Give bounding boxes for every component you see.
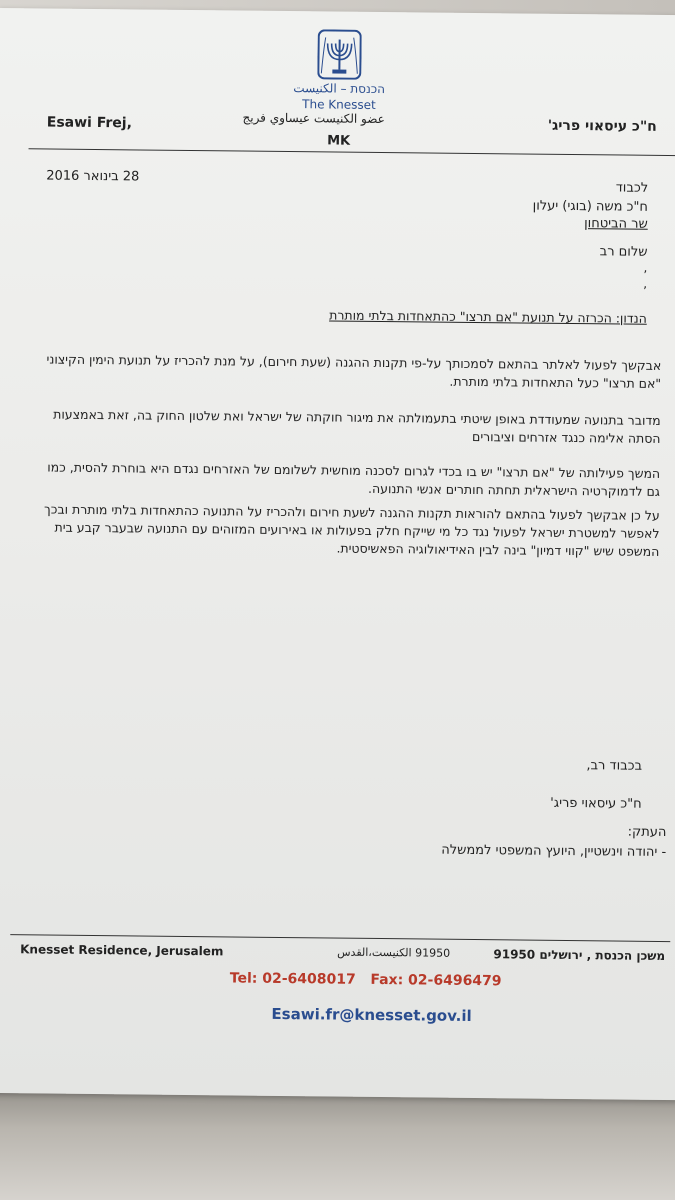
letter-date: 28 בינואר 2016 (46, 168, 140, 185)
footer-address-hebrew: משכן הכנסת , ירושלים 91950 (493, 947, 666, 964)
cc-label: העתק: (627, 824, 667, 841)
recipient-name: ח"כ משה (בוגי) יעלון (532, 198, 649, 215)
greeting: שלום רב (599, 244, 648, 260)
letter-subject: הנדון: הכרזה על תנועת "אם תרצו" כהתאחדות בלתי מותרת (329, 307, 647, 326)
footer-tel-fax: Tel: 02-6408017 Fax: 02-6496479 (229, 970, 502, 990)
recipient-title: שר הביטחון (584, 216, 648, 232)
mk-name-english: Esawi Frej, (46, 114, 133, 132)
footer-address-english: Knesset Residence, Jerusalem (20, 942, 224, 959)
signature-name: ח"כ עיסאוי פריג' (550, 795, 642, 812)
body-paragraph-2: מדובר בתנועה שמעודדת באופן שיטתי בתעמולתה את מיגור חוקתה של ישראל ואת שלטון החוק בה, זאת באמצעות הסתה אלימה כנגד אזרחים וציבורים (53, 406, 661, 446)
cc-recipient: - יהודה וינשטיין, היועץ המשפטי לממשלה (441, 842, 667, 861)
stray-commas: , , (643, 260, 648, 291)
mk-title: MK (327, 133, 351, 149)
knesset-name-hebrew-arabic: הכנסת – الكنيست (293, 81, 386, 97)
knesset-emblem-icon (317, 29, 362, 79)
closing-regards: בכבוד רב, (586, 758, 643, 774)
body-paragraph-4: על כן אבקשך לפעול בהתאם להוראות תקנות ההגנה לשעת חירום ולהכריז על התנועה כהתאחדות בלתי מותרת ובכך לאפשר למשטרת ישראל לפעול נגד כל מי שייקח חלק בפעולות או באירועים המזוהים עם התנועה שבעבר קבע בית המשפט שיש "קווי דמיון" בינה לבין האידיאולוגיה הפאשיסטית. (44, 501, 660, 559)
header-divider (29, 148, 675, 156)
mk-name-hebrew: ח"כ עיסאוי פריג' (547, 117, 657, 135)
knesset-name-english: The Knesset (302, 97, 376, 112)
letter-page (0, 8, 675, 1100)
recipient-salutation: לכבוד (615, 180, 649, 196)
footer-email: Esawi.fr@knesset.gov.il (271, 1004, 472, 1025)
mk-name-arabic: عضو الكنيست عيساوي فريج (242, 110, 385, 127)
body-paragraph-1: אבקשך לפעול לאלתר בהתאם לסמכותך על-פי תקנות ההגנה (שעת חירום), על מנת להכריז על תנועת הימין הקיצוני "אם תרצו" כעל התאחדות בלתי מותרת. (46, 351, 662, 391)
footer-address-arabic: 91950 الكنيست،القدس (337, 945, 451, 960)
footer-divider (10, 934, 670, 942)
body-paragraph-3: המשך פעילותה של "אם תרצו" יש בו בכדי לגרום לסכנה מוחשית לשלומם של האזרחים נגדם היא בוחרת להסית, כמו גם לדמוקרטיה הישראלית תחתה חותרים אנשי התנועה. (47, 459, 661, 499)
